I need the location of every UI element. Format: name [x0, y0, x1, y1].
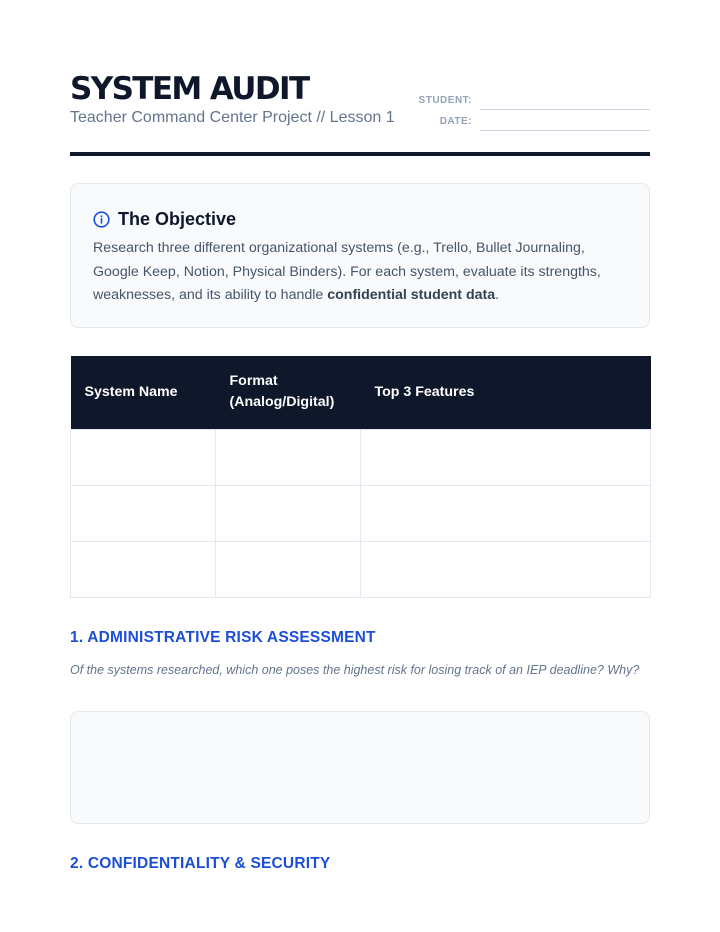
- table-row: [71, 429, 651, 485]
- objective-body-end: .: [495, 287, 500, 303]
- objective-heading: [93, 208, 236, 230]
- table-cell[interactable]: [216, 429, 361, 485]
- table-cell[interactable]: [71, 429, 216, 485]
- objective-text: [93, 237, 633, 308]
- objective-card: [70, 183, 650, 328]
- risk-assessment-prompt: Of the systems researched, which one poses the highest risk for losing track of an IEP deadline? Why?: [70, 663, 640, 677]
- objective-body-bold: confidential student data: [327, 287, 496, 303]
- systems-table: [70, 356, 651, 598]
- table-cell[interactable]: [216, 541, 361, 597]
- page-header: [70, 70, 650, 154]
- table-row: [71, 541, 651, 597]
- table-cell[interactable]: [361, 485, 651, 541]
- header-top-features: Top 3 Features: [361, 356, 651, 429]
- student-line[interactable]: [480, 109, 650, 110]
- table-header-row: [71, 356, 651, 429]
- table-cell[interactable]: [71, 485, 216, 541]
- student-label: STUDENT:: [418, 95, 472, 106]
- header-divider: [70, 152, 650, 156]
- student-field[interactable]: [410, 94, 650, 110]
- date-line[interactable]: [480, 130, 650, 131]
- table-cell[interactable]: [216, 485, 361, 541]
- section-risk-assessment-title: 1. ADMINISTRATIVE RISK ASSESSMENT: [70, 629, 376, 646]
- header-format: Format (Analog/Digital): [216, 356, 361, 429]
- objective-body: Research three different organizational systems (e.g., Trello, Bullet Journaling, Google Keep, Notion, Physical Binders). For each system, evaluate its strengths, weaknesses, and its ability to handle: [93, 240, 601, 303]
- date-field[interactable]: [410, 115, 650, 131]
- objective-title: The Objective: [118, 209, 237, 229]
- section-confidentiality-title: 2. CONFIDENTIALITY & SECURITY: [70, 855, 331, 872]
- table-cell[interactable]: [361, 429, 651, 485]
- info-icon: [93, 211, 110, 228]
- table-row: [71, 485, 651, 541]
- date-label: DATE:: [439, 116, 472, 127]
- header-system-name: System Name: [71, 356, 216, 429]
- table-cell[interactable]: [361, 541, 651, 597]
- risk-assessment-answer-box[interactable]: [70, 711, 650, 824]
- table-cell[interactable]: [71, 541, 216, 597]
- page-title: SYSTEM AUDIT: [70, 71, 309, 107]
- page-subtitle: Teacher Command Center Project // Lesson 1: [70, 109, 395, 126]
